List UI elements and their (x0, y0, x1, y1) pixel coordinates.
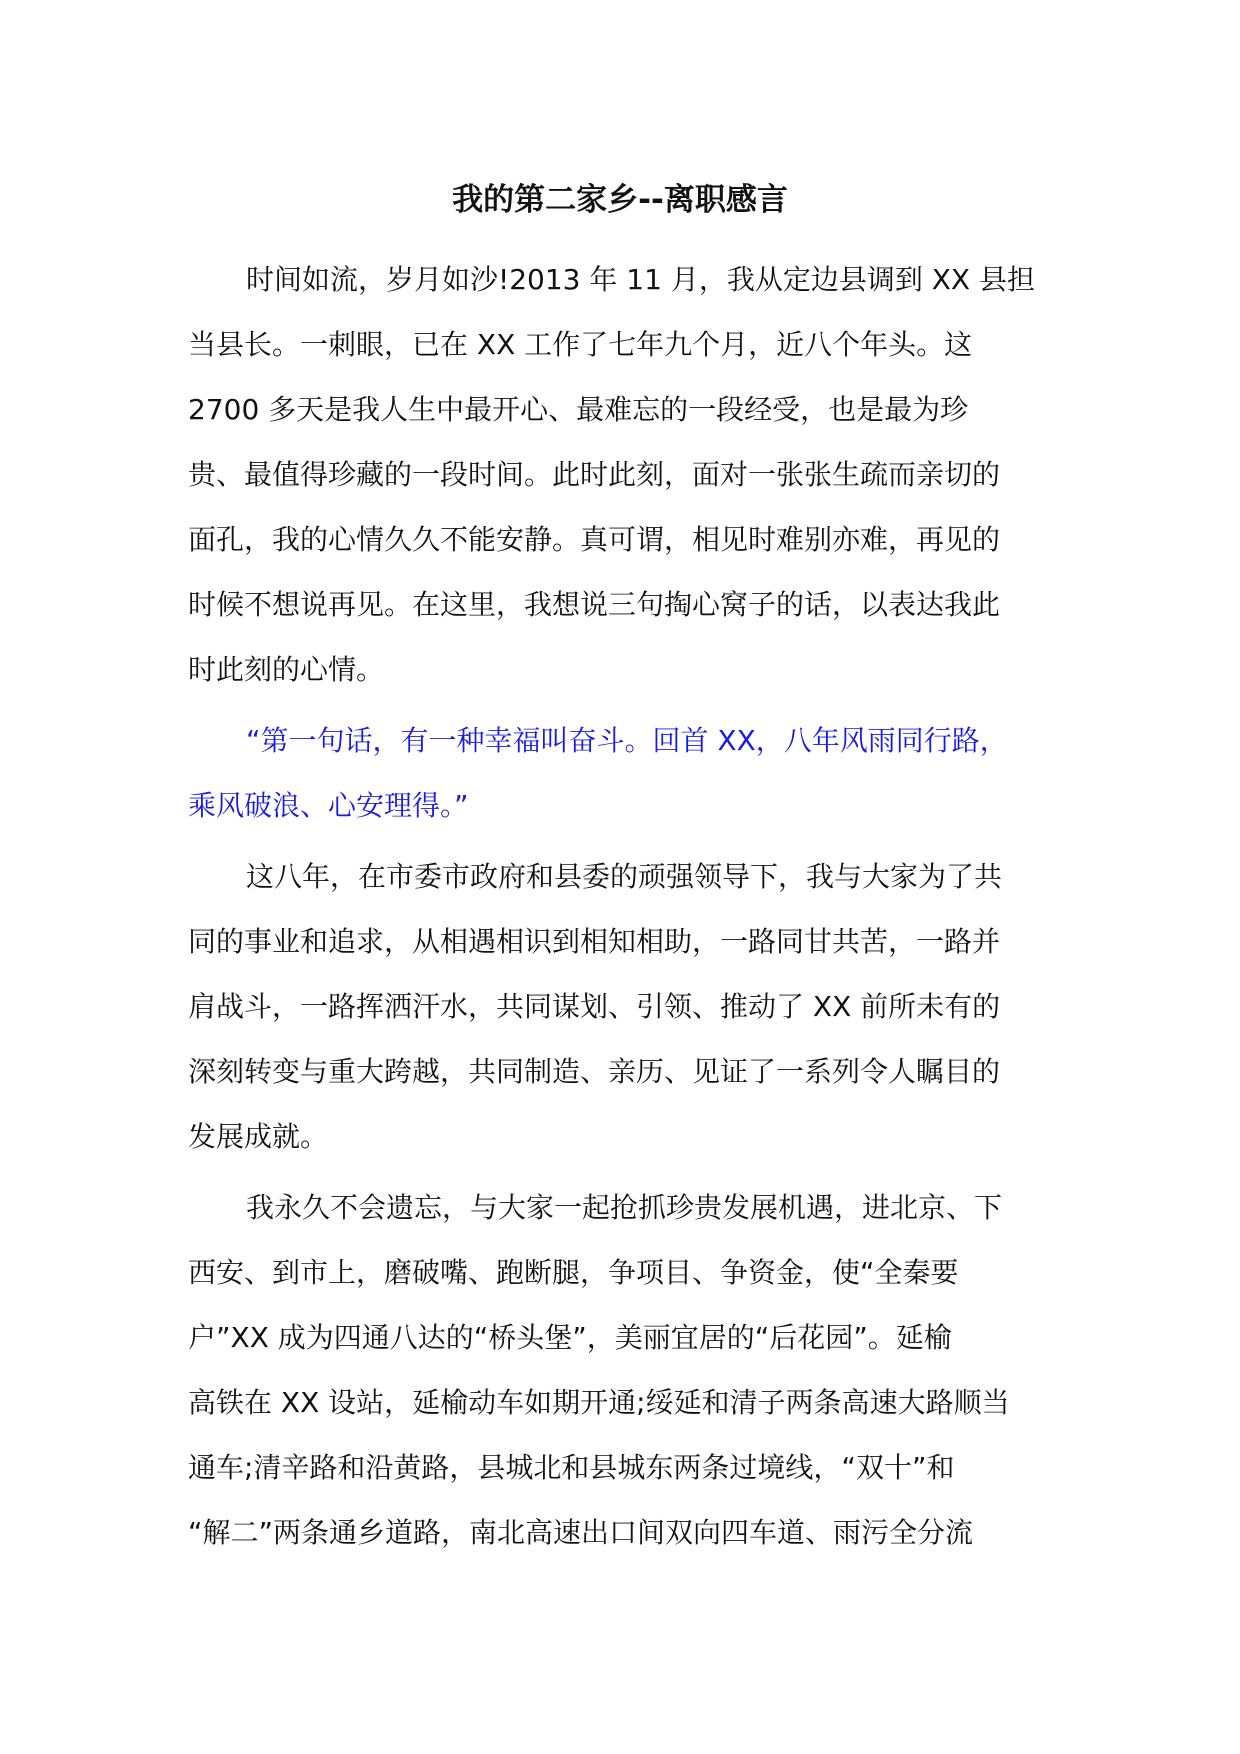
text-line: “解二”两条通乡道路，南北高速出口间双向四车道、雨污全分流 (188, 1516, 974, 1549)
text-line: 西安、到市上，磨破嘴、跑断腿，争项目、争资金，使“全秦要 (188, 1256, 959, 1289)
text-line: 当县长。一刺眼，已在 XX 工作了七年九个月，近八个年头。这 (188, 328, 973, 361)
text-line: 同的事业和追求，从相遇相识到相知相助，一路同甘共苦，一路并 (188, 925, 1001, 958)
text-line: 2700 多天是我人生中最开心、最难忘的一段经受，也是最为珍 (188, 393, 969, 426)
paragraph-never-forget (188, 1175, 1068, 1565)
document-title: 我的第二家乡--离职感言 (452, 182, 788, 218)
text-line: 高铁在 XX 设站，延榆动车如期开通;绥延和清子两条高速大路顺当 (188, 1386, 1010, 1419)
paragraph-quote (188, 708, 1068, 838)
text-line: 乘风破浪、心安理得。” (188, 789, 469, 822)
text-line: 肩战斗，一路挥洒汗水，共同谋划、引领、推动了 XX 前所未有的 (188, 990, 1001, 1023)
text-line: 通车;清辛路和沿黄路，县城北和县城东两条过境线，“双十”和 (188, 1451, 955, 1484)
text-line: 这八年，在市委市政府和县委的顽强领导下，我与大家为了共 (246, 860, 1003, 893)
text-line: 深刻转变与重大跨越，共同制造、亲历、见证了一系列令人瞩目的 (188, 1055, 1001, 1088)
text-line: 时此刻的心情。 (188, 653, 385, 686)
text-line: 时间如流，岁月如沙!2013 年 11 月，我从定边县调到 XX 县担 (246, 263, 1035, 296)
paragraph-intro (188, 247, 1068, 702)
text-line: 我永久不会遗忘，与大家一起抢抓珍贵发展机遇，进北京、下 (246, 1191, 1003, 1224)
text-line: 户”XX 成为四通八达的“桥头堡”，美丽宜居的“后花园”。延榆 (188, 1321, 952, 1354)
text-line: 面孔，我的心情久久不能安静。真可谓，相见时难别亦难，再见的 (188, 523, 1001, 556)
text-line: 发展成就。 (188, 1120, 329, 1153)
text-line: “第一句话，有一种幸福叫奋斗。回首 XX，八年风雨同行路， (246, 724, 1008, 757)
text-line: 时候不想说再见。在这里，我想说三句掏心窝子的话，以表达我此 (188, 588, 1001, 621)
paragraph-eight-years (188, 844, 1068, 1169)
text-line: 贵、最值得珍藏的一段时间。此时此刻，面对一张张生疏而亲切的 (188, 458, 1001, 491)
document-body (188, 247, 1068, 1571)
